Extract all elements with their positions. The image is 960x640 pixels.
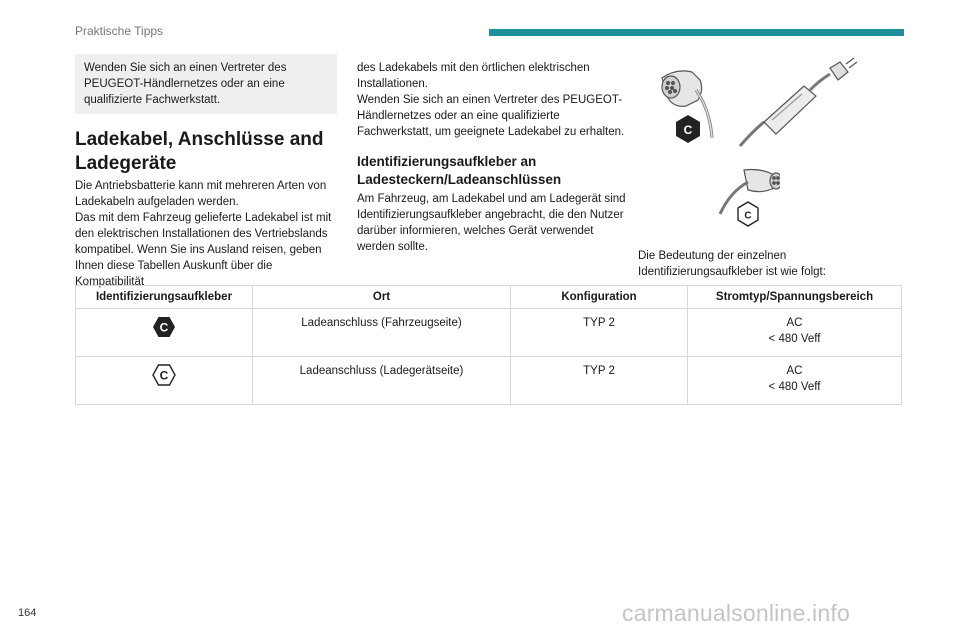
note-box xyxy=(75,54,337,114)
meaning-paragraph: Die Bedeutung der einzelnen Identifizierungsaufkleber ist wie folgt: xyxy=(638,250,826,278)
konfiguration-cell: TYP 2 xyxy=(511,309,688,357)
illustration-bottom-badge: C xyxy=(744,210,752,222)
stromtyp-line2: < 480 Veff xyxy=(768,333,821,345)
sticker-paragraph: Am Fahrzeug, am Ladekabel und am Ladegerät sind Identifizierungsaufkleber angebracht, die den Nutzer darüber informieren, welches Gerät verwendet werden sollte. xyxy=(357,193,626,253)
continuation-paragraph xyxy=(357,60,627,140)
section-title: Ladekabel, Anschlüsse and Ladegeräte xyxy=(75,129,324,174)
note-box-text: Wenden Sie sich an einen Vertreter des PEUGEOT-Händlernetzes oder an eine qualifizierte Fachwerkstatt. xyxy=(84,62,287,106)
row-badge-label: C xyxy=(159,368,169,383)
sticker-cell xyxy=(76,357,253,405)
page-number: 164 xyxy=(18,607,37,619)
sticker-cell xyxy=(76,309,253,357)
header-konfiguration: Konfiguration xyxy=(511,286,688,309)
watermark: carmanualsonline.info xyxy=(622,600,850,626)
header-stromtyp: Stromtyp/Spannungsbereich xyxy=(688,286,902,309)
badge-filled-icon xyxy=(151,315,177,339)
ort-cell: Ladeanschluss (Ladegerätseite) xyxy=(253,357,511,405)
intro-text: Die Antriebsbatterie kann mit mehreren Arten von Ladekabeln aufgeladen werden. xyxy=(75,180,327,208)
sticker-table xyxy=(75,285,902,405)
ort-cell: Ladeanschluss (Fahrzeugseite) xyxy=(253,309,511,357)
charging-cable-illustration xyxy=(640,50,865,150)
sticker-subtitle: Identifizierungsaufkleber an Ladesteckern/Ladeanschlüssen xyxy=(357,154,562,187)
badge-filled-icon xyxy=(676,115,700,143)
stromtyp-line1: AC xyxy=(786,317,803,329)
badge-outline-icon xyxy=(151,363,177,387)
header-ort: Ort xyxy=(253,286,511,309)
table-row xyxy=(76,309,902,357)
connector-illustration xyxy=(700,164,780,230)
row-badge-label: C xyxy=(159,320,169,335)
stromtyp-cell xyxy=(688,309,902,357)
compatibility-text: Das mit dem Fahrzeug gelieferte Ladekabel ist mit den elektrischen Installationen des Vertriebslands kompatibel. Wenn Sie ins Ausland reisen, geben Ihnen diese Tabellen Auskunft über die Kompatibilität xyxy=(75,212,332,288)
header-sticker: Identifizierungsaufkleber xyxy=(76,286,253,309)
konfiguration-cell: TYP 2 xyxy=(511,357,688,405)
continuation-text: des Ladekabels mit den örtlichen elektrischen Installationen. xyxy=(357,62,590,90)
stromtyp-line1: AC xyxy=(786,365,803,377)
stromtyp-line2: < 480 Veff xyxy=(768,381,821,393)
stromtyp-cell xyxy=(688,357,902,405)
table-row xyxy=(76,357,902,405)
badge-outline-icon xyxy=(738,202,758,226)
intro-paragraph xyxy=(75,178,343,290)
header-accent-bar xyxy=(489,29,904,36)
section-header-label: Praktische Tipps xyxy=(75,24,164,38)
advice-text: Wenden Sie sich an einen Vertreter des PEUGEOT-Händlernetzes oder an eine qualifizierte Fachwerkstatt, um geeignete Ladekabel zu erhalten. xyxy=(357,94,625,138)
illustration-top-badge: C xyxy=(683,123,693,137)
table-header-row xyxy=(76,286,902,309)
